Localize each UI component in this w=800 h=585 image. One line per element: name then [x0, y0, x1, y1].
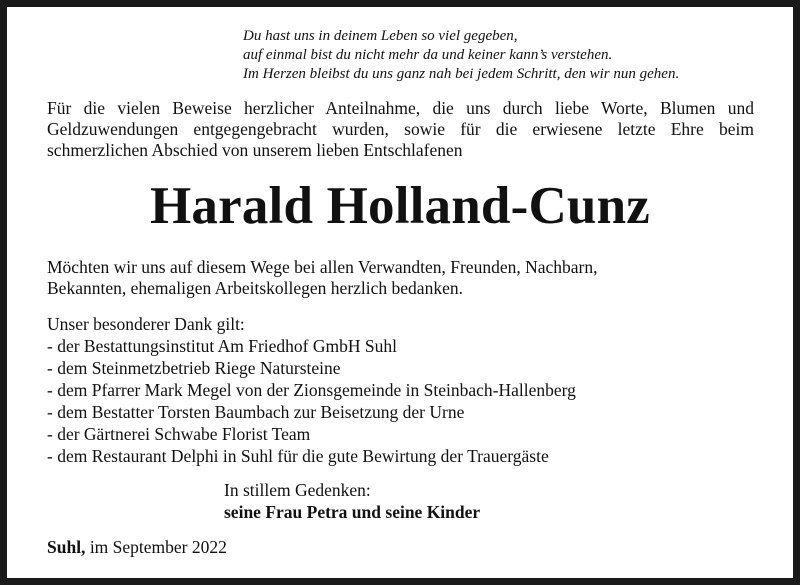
deceased-name: Harald Holland-Cunz — [149, 177, 651, 235]
place-date — [47, 536, 227, 558]
intro-line: Geldzuwendungen entgegengebracht wurden, sowie für die erwiesene letzte Ehre beim — [47, 119, 754, 139]
poem-line: Du hast uns in deinem Leben so viel gegeben, — [243, 28, 518, 44]
special-thanks-list — [47, 313, 576, 467]
family-signature: seine Frau Petra und seine Kinder — [224, 502, 481, 522]
list-item: - der Gärtnerei Schwabe Florist Team — [47, 424, 311, 444]
list-item: - dem Steinmetzbetrieb Riege Natursteine — [47, 358, 341, 378]
thanks-line: Möchten wir uns auf diesem Wege bei allen Verwandten, Freunden, Nachbarn, — [47, 257, 598, 277]
date-text: im September 2022 — [85, 537, 227, 557]
list-item: - dem Bestatter Torsten Baumbach zur Beisetzung der Urne — [47, 402, 465, 422]
in-memory-line: In stillem Gedenken: — [224, 480, 371, 500]
list-item: - dem Restaurant Delphi in Suhl für die gute Bewirtung der Trauergäste — [47, 446, 549, 466]
poem-line: Im Herzen bleibst du uns ganz nah bei jedem Schritt, den wir nun gehen. — [243, 66, 680, 82]
list-item: - dem Pfarrer Mark Megel von der Zionsgemeinde in Steinbach-Hallenberg — [47, 380, 576, 400]
special-thanks-heading: Unser besonderer Dank gilt: — [47, 314, 245, 334]
intro-line: schmerzlichen Abschied von unserem lieben Entschlafenen — [47, 140, 463, 160]
intro-paragraph — [47, 98, 754, 161]
list-item: - der Bestattungsinstitut Am Friedhof GmbH Suhl — [47, 336, 397, 356]
intro-line: Für die vielen Beweise herzlicher Anteilnahme, die uns durch liebe Worte, Blumen und — [47, 98, 754, 118]
place-city: Suhl, — [47, 537, 86, 557]
poem-line: auf einmal bist du nicht mehr da und keiner kann’s verstehen. — [243, 47, 613, 63]
memorial-poem — [243, 27, 679, 84]
thanks-line: Bekannten, ehemaligen Arbeitskollegen herzlich bedanken. — [47, 278, 463, 298]
signature-block — [224, 479, 480, 523]
thanks-paragraph — [47, 257, 597, 299]
